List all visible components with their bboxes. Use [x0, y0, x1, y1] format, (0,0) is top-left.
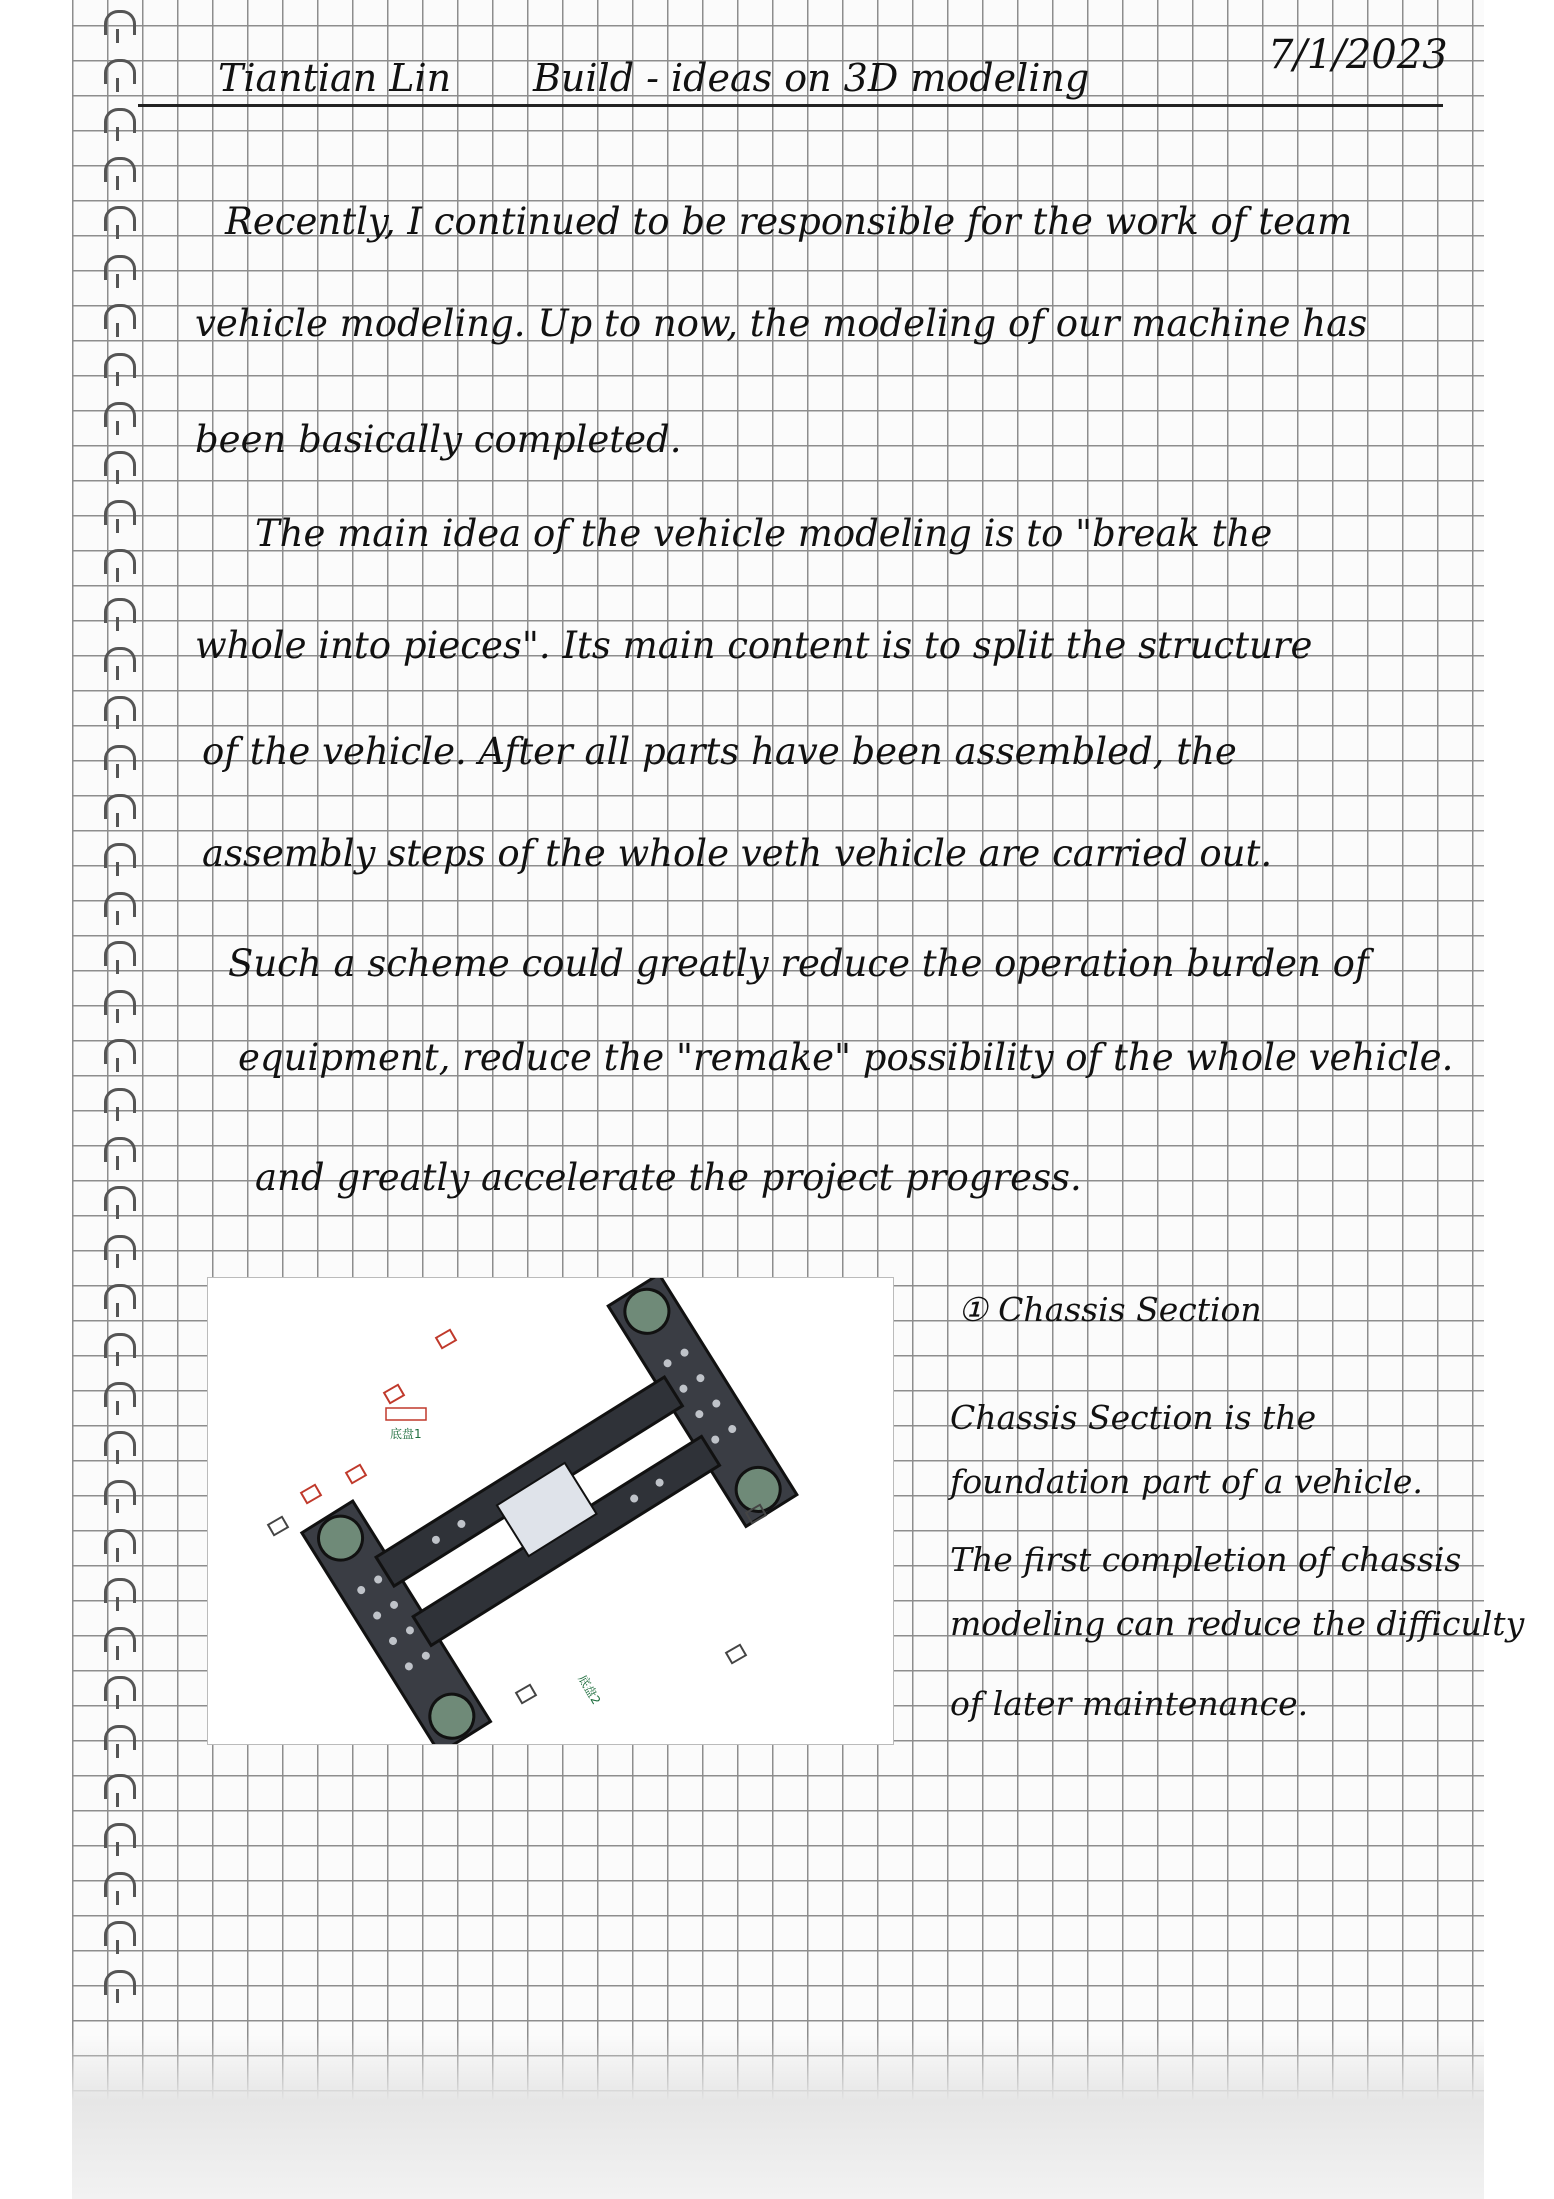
binding-ring	[104, 1137, 136, 1162]
section-line-5: of later maintenance.	[950, 1684, 1309, 1723]
binding-ring	[104, 1039, 136, 1064]
spiral-binding	[78, 0, 158, 2060]
binding-ring	[104, 1333, 136, 1358]
binding-ring	[104, 1529, 136, 1554]
section-line-2: foundation part of a vehicle.	[950, 1462, 1423, 1501]
body-line-10: and greatly accelerate the project progress.	[255, 1156, 1082, 1199]
figure-label-a: 底盘1	[390, 1427, 422, 1441]
binding-ring	[104, 1921, 136, 1946]
binding-ring	[104, 353, 136, 378]
binding-ring	[104, 1970, 136, 1995]
binding-ring	[104, 108, 136, 133]
chassis-3d-model-render-icon	[208, 1278, 893, 1744]
binding-ring	[104, 549, 136, 574]
binding-ring	[104, 598, 136, 623]
binding-ring	[104, 1774, 136, 1799]
binding-ring	[104, 990, 136, 1015]
binding-ring	[104, 304, 136, 329]
binding-ring	[104, 206, 136, 231]
body-line-9: equipment, reduce the "remake" possibility of the whole vehicle.	[238, 1036, 1454, 1079]
binding-ring	[104, 1088, 136, 1113]
body-line-6: of the vehicle. After all parts have been assembled, the	[202, 730, 1237, 773]
body-line-3: been basically completed.	[195, 418, 682, 461]
binding-ring	[104, 1823, 136, 1848]
section-line-3: The first completion of chassis	[950, 1540, 1462, 1579]
binding-ring	[104, 745, 136, 770]
section-line-4: modeling can reduce the difficulty	[950, 1604, 1525, 1643]
binding-ring	[104, 1431, 136, 1456]
binding-ring	[104, 1725, 136, 1750]
section-heading: ① Chassis Section	[958, 1290, 1262, 1329]
binding-ring	[104, 500, 136, 525]
binding-ring	[104, 941, 136, 966]
chassis-figure	[208, 1278, 893, 1744]
figure-label-b: 底盘2	[575, 1672, 604, 1707]
body-line-8: Such a scheme could greatly reduce the operation burden of	[228, 942, 1369, 985]
binding-ring	[104, 402, 136, 427]
binding-ring	[104, 1627, 136, 1652]
binding-ring	[104, 1872, 136, 1897]
page-shadow	[72, 2035, 1484, 2199]
binding-ring	[104, 892, 136, 917]
binding-ring	[104, 157, 136, 182]
binding-ring	[104, 1382, 136, 1407]
author-name: Tiantian Lin	[218, 56, 452, 100]
body-line-2: vehicle modeling. Up to now, the modeling of our machine has	[195, 302, 1368, 345]
body-line-1: Recently, I continued to be responsible for the work of team	[225, 200, 1353, 243]
binding-ring	[104, 451, 136, 476]
body-line-5: whole into pieces". Its main content is to split the structure	[195, 624, 1313, 667]
binding-ring	[104, 1578, 136, 1603]
binding-ring	[104, 1480, 136, 1505]
binding-ring	[104, 843, 136, 868]
binding-ring	[104, 10, 136, 35]
binding-ring	[104, 794, 136, 819]
binding-ring	[104, 647, 136, 672]
binding-ring	[104, 696, 136, 721]
binding-ring	[104, 1235, 136, 1260]
binding-ring	[104, 1284, 136, 1309]
section-line-1: Chassis Section is the	[950, 1398, 1317, 1437]
date: 7/1/2023	[1268, 32, 1448, 78]
binding-ring	[104, 59, 136, 84]
header-rule	[138, 104, 1443, 107]
page-title: Build - ideas on 3D modeling	[533, 56, 1090, 100]
binding-ring	[104, 1676, 136, 1701]
binding-ring	[104, 255, 136, 280]
binding-ring	[104, 1186, 136, 1211]
body-line-4: The main idea of the vehicle modeling is to "break the	[255, 512, 1273, 555]
body-line-7: assembly steps of the whole veth vehicle are carried out.	[202, 832, 1273, 875]
